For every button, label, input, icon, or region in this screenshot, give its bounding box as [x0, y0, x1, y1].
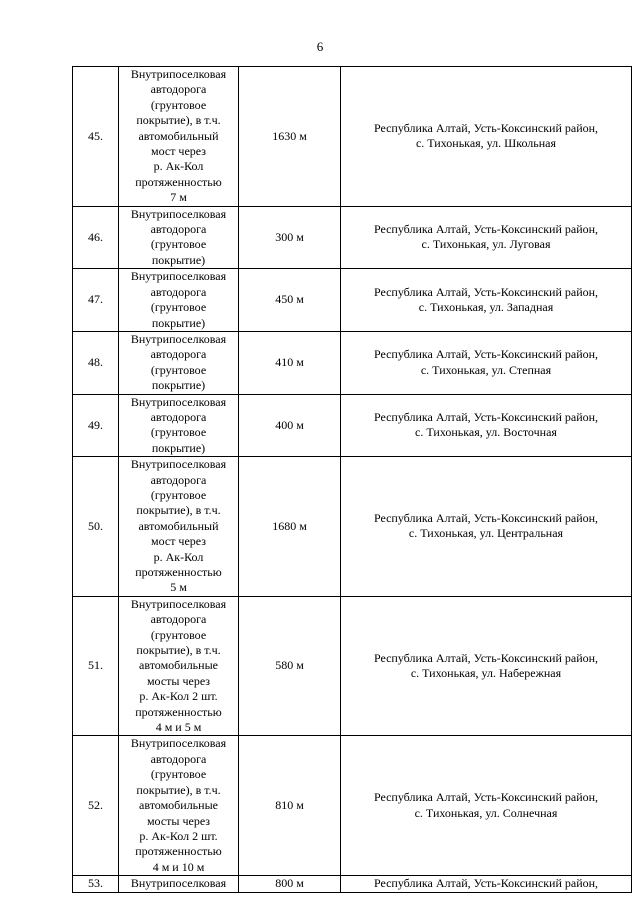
road-name: Внутрипоселковая автодорога (грунтовое покрытие)	[130, 206, 227, 267]
road-name: Внутрипоселковая автодорога (грунтовое покрытие)	[130, 394, 227, 455]
row-number: 47.	[73, 269, 119, 332]
table-row	[73, 206, 632, 269]
road-address: Республика Алтай, Усть-Коксинский район, с. Тихонькая, ул. Степная	[373, 347, 599, 377]
page-number: 6	[316, 39, 324, 54]
road-name-cell	[119, 457, 239, 597]
road-name: Внутрипоселковая автодорога (грунтовое покрытие), в т.ч. автомобильные мосты через р. Ак-Кол 2 шт. протяженностью 4 м и 10 м	[130, 736, 227, 874]
road-length: 1630 м	[239, 67, 341, 207]
road-length: 410 м	[239, 331, 341, 394]
road-address-cell	[341, 876, 632, 892]
table-row	[73, 331, 632, 394]
row-number: 53.	[73, 876, 119, 892]
road-address: Республика Алтай, Усть-Коксинский район, с. Тихонькая, ул. Восточная	[373, 409, 599, 440]
road-address-cell	[341, 736, 632, 876]
road-name-cell	[119, 269, 239, 332]
table-row	[73, 596, 632, 736]
road-name: Внутрипоселковая автодорога (грунтовое покрытие)	[130, 331, 227, 393]
road-length: 800 м	[239, 876, 341, 892]
table-row	[73, 736, 632, 876]
table-row	[73, 67, 632, 207]
road-length: 450 м	[239, 269, 341, 332]
road-length: 1680 м	[239, 457, 341, 597]
road-name: Внутрипоселковая автодорога (грунтовое покрытие), в т.ч. автомобильный мост через р. Ак-Кол протяженностью 7 м	[130, 67, 227, 205]
table-row	[73, 269, 632, 332]
row-number: 45.	[73, 67, 119, 207]
road-name: Внутрипоселковая автодорога (грунтовое покрытие)	[130, 269, 227, 330]
road-address-cell	[341, 67, 632, 207]
road-address-cell	[341, 394, 632, 457]
row-number: 46.	[73, 206, 119, 269]
road-name-cell	[119, 331, 239, 394]
road-address: Республика Алтай, Усть-Коксинский район,	[373, 876, 599, 891]
table-row	[73, 394, 632, 457]
road-address: Республика Алтай, Усть-Коксинский район, с. Тихонькая, ул. Школьная	[373, 120, 599, 151]
road-name: Внутрипоселковая автодорога (грунтовое покрытие), в т.ч. автомобильные мосты через р. Ак-Кол 2 шт. протяженностью 4 м и 5 м	[130, 596, 227, 735]
road-address-cell	[341, 596, 632, 736]
table-row	[73, 876, 632, 892]
road-name-cell	[119, 67, 239, 207]
road-address: Республика Алтай, Усть-Коксинский район, с. Тихонькая, ул. Набережная	[373, 650, 599, 681]
road-address: Республика Алтай, Усть-Коксинский район, с. Тихонькая, ул. Центральная	[373, 511, 599, 541]
road-name-cell	[119, 876, 239, 892]
row-number: 49.	[73, 394, 119, 457]
table-row	[73, 457, 632, 597]
road-length: 300 м	[239, 206, 341, 269]
road-name-cell	[119, 206, 239, 269]
row-number: 51.	[73, 596, 119, 736]
road-address: Республика Алтай, Усть-Коксинский район, с. Тихонькая, ул. Луговая	[373, 222, 599, 252]
road-name-cell	[119, 394, 239, 457]
road-address: Республика Алтай, Усть-Коксинский район, с. Тихонькая, ул. Солнечная	[373, 790, 599, 820]
row-number: 52.	[73, 736, 119, 876]
road-name: Внутрипоселковая	[130, 876, 227, 891]
road-address-cell	[341, 206, 632, 269]
road-address-cell	[341, 269, 632, 332]
road-length: 400 м	[239, 394, 341, 457]
row-number: 48.	[73, 331, 119, 394]
road-address-cell	[341, 331, 632, 394]
road-length: 580 м	[239, 596, 341, 736]
road-name-cell	[119, 596, 239, 736]
row-number: 50.	[73, 457, 119, 597]
road-address: Республика Алтай, Усть-Коксинский район, с. Тихонькая, ул. Западная	[373, 284, 599, 315]
road-name: Внутрипоселковая автодорога (грунтовое покрытие), в т.ч. автомобильный мост через р. Ак-Кол протяженностью 5 м	[130, 457, 227, 595]
road-length: 810 м	[239, 736, 341, 876]
roads-table	[72, 66, 632, 893]
road-name-cell	[119, 736, 239, 876]
road-address-cell	[341, 457, 632, 597]
